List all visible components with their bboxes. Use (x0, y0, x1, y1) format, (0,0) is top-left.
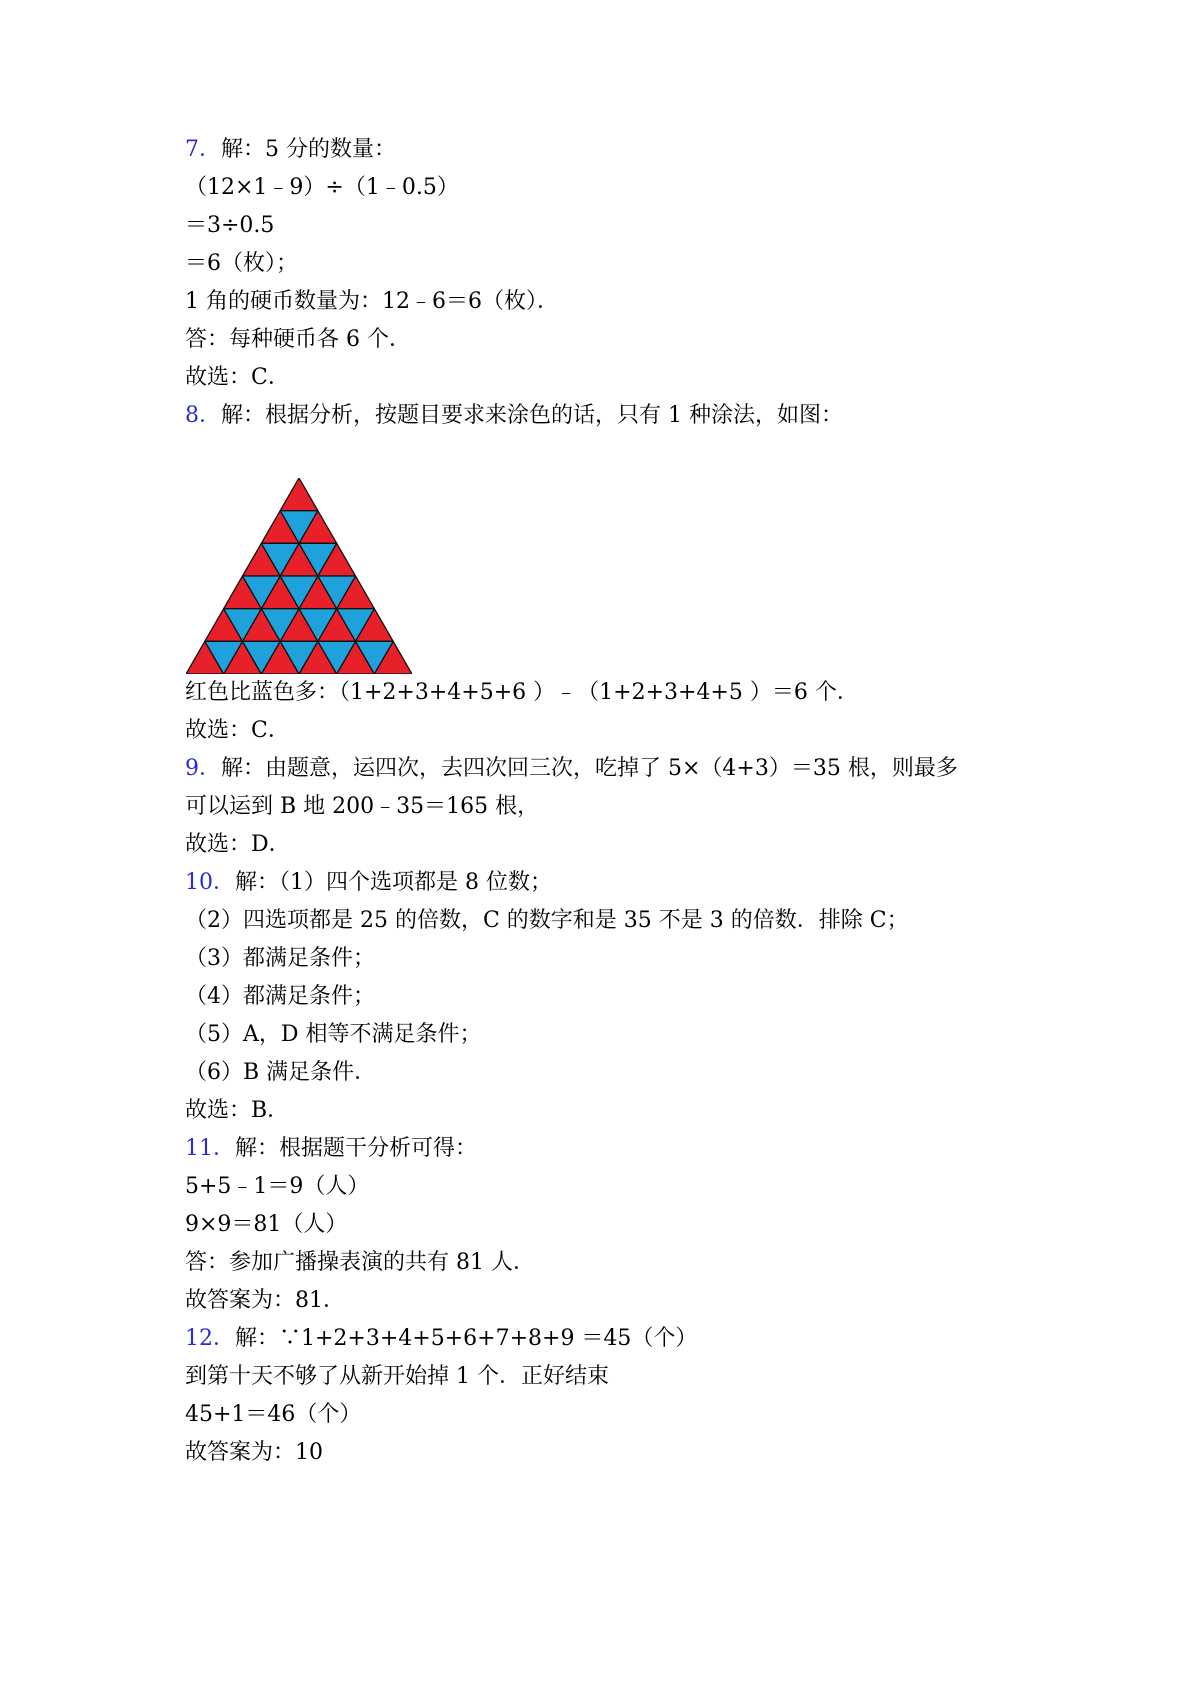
q10-number: 10． (185, 870, 235, 895)
q12-number: 12． (185, 1326, 235, 1351)
q7-line-7: 故选：C． (185, 365, 290, 390)
q8-number: 8． (185, 403, 221, 428)
q8-line-1: 8．解：根据分析，按题目要求来涂色的话，只有 1 种涂法，如图： (185, 403, 843, 428)
q7-line-1: 7．解：5 分的数量： (185, 137, 396, 162)
q11-line-3: 9×9＝81（人） (185, 1212, 348, 1237)
q7-line-4: ＝6（枚）； (185, 251, 298, 276)
q7-line-2: （12×1﹣9）÷（1﹣0.5） (185, 175, 459, 200)
q11-line-1: 11．解：根据题干分析可得： (185, 1136, 478, 1161)
q10-line-6: （6）B 满足条件． (185, 1060, 377, 1085)
q10-line-7: 故选：B． (185, 1098, 290, 1123)
q7-number: 7． (185, 137, 221, 162)
q12-line-3: 45+1＝46（个） (185, 1402, 362, 1427)
q8-line-2: 红色比蓝色多：（1+2+3+4+5+6 ）﹣（1+2+3+4+5 ）＝6 个． (185, 680, 859, 705)
q12-line-2: 到第十天不够了从新开始掉 1 个．正好结束 (185, 1364, 609, 1389)
q12-line-4: 故答案为：10 (185, 1440, 323, 1465)
q10-line-4: （4）都满足条件； (185, 984, 375, 1009)
q12-line-1: 12．解：∵1+2+3+4+5+6+7+8+9 ＝45（个） (185, 1326, 698, 1351)
red-triangle (280, 478, 318, 511)
q11-line-4: 答：参加广播操表演的共有 81 人． (185, 1250, 535, 1275)
colored-triangle-figure (186, 478, 412, 674)
q10-line-2: （2）四选项都是 25 的倍数，C 的数字和是 35 不是 3 的倍数．排除 C； (185, 908, 909, 933)
q10-line-5: （5）A，D 相等不满足条件； (185, 1022, 482, 1047)
q11-line-5: 故答案为：81． (185, 1288, 345, 1313)
q9-line-3: 故选：D． (185, 832, 291, 857)
q7-line-3: ＝3÷0.5 (185, 213, 275, 238)
q11-line-2: 5+5﹣1＝9（人） (185, 1174, 370, 1199)
q9-line-1: 9．解：由题意，运四次，去四次回三次，吃掉了 5×（4+3）＝35 根，则最多 (185, 756, 958, 781)
q10-line-1: 10．解：（1）四个选项都是 8 位数； (185, 870, 552, 895)
q7-line-6: 答：每种硬币各 6 个． (185, 327, 411, 352)
q10-line-3: （3）都满足条件； (185, 946, 375, 971)
q9-number: 9． (185, 756, 221, 781)
q7-line-5: 1 角的硬币数量为：12﹣6＝6（枚）． (185, 289, 559, 314)
q11-number: 11． (185, 1136, 235, 1161)
q8-line-3: 故选：C． (185, 718, 290, 743)
q9-line-2: 可以运到 B 地 200﹣35＝165 根， (185, 794, 540, 819)
